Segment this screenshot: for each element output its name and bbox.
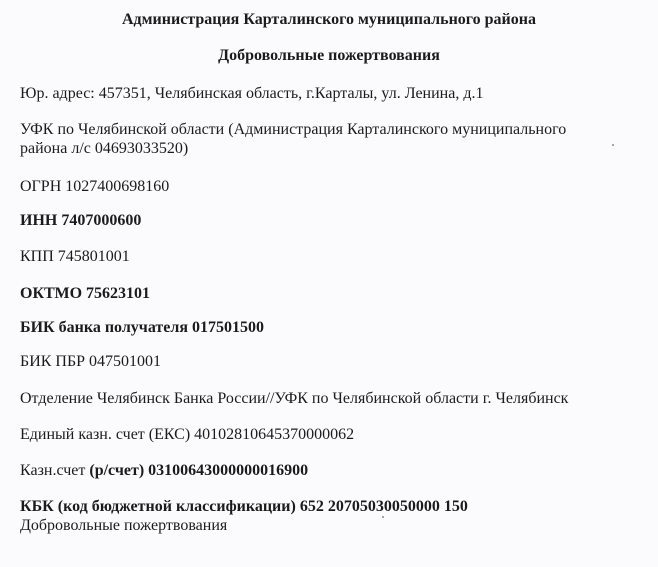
eks: Единый казн. счет (ЕКС) 40102810645370000062 <box>20 426 355 443</box>
bik-pbr: БИК ПБР 047501001 <box>20 353 162 370</box>
document-subtitle: Добровольные пожертвования <box>218 47 440 64</box>
legal-address: Юр. адрес: 457351, Челябинская область, г.Карталы, ул. Ленина, д.1 <box>20 85 484 102</box>
treasury-prefix: Казн.счет <box>20 462 86 479</box>
scan-speck <box>612 144 614 146</box>
bik-recipient: БИК банка получателя 017501500 <box>20 319 265 336</box>
treasury-value: (р/счет) 03100643000000016900 <box>89 462 309 479</box>
treasury-account <box>20 461 308 480</box>
ogrn: ОГРН 1027400698160 <box>20 178 170 195</box>
scan-speck <box>382 516 384 518</box>
inn: ИНН 7407000600 <box>20 212 142 229</box>
purpose: Добровольные пожертвования <box>20 517 228 534</box>
oktmo: ОКТМО 75623101 <box>20 285 151 302</box>
document-title: Администрация Карталинского муниципального района <box>121 11 536 28</box>
ufk-line-1: УФК по Челябинской области (Администрация Карталинского муниципального <box>20 121 567 138</box>
bank-branch: Отделение Челябинск Банка России//УФК по Челябинской области г. Челябинск <box>20 390 569 407</box>
kpp: КПП 745801001 <box>20 248 130 265</box>
kbk: КБК (код бюджетной классификации) 652 20705030050000 150 <box>20 498 468 515</box>
ufk-line-2: района л/с 04693033520) <box>20 140 189 157</box>
